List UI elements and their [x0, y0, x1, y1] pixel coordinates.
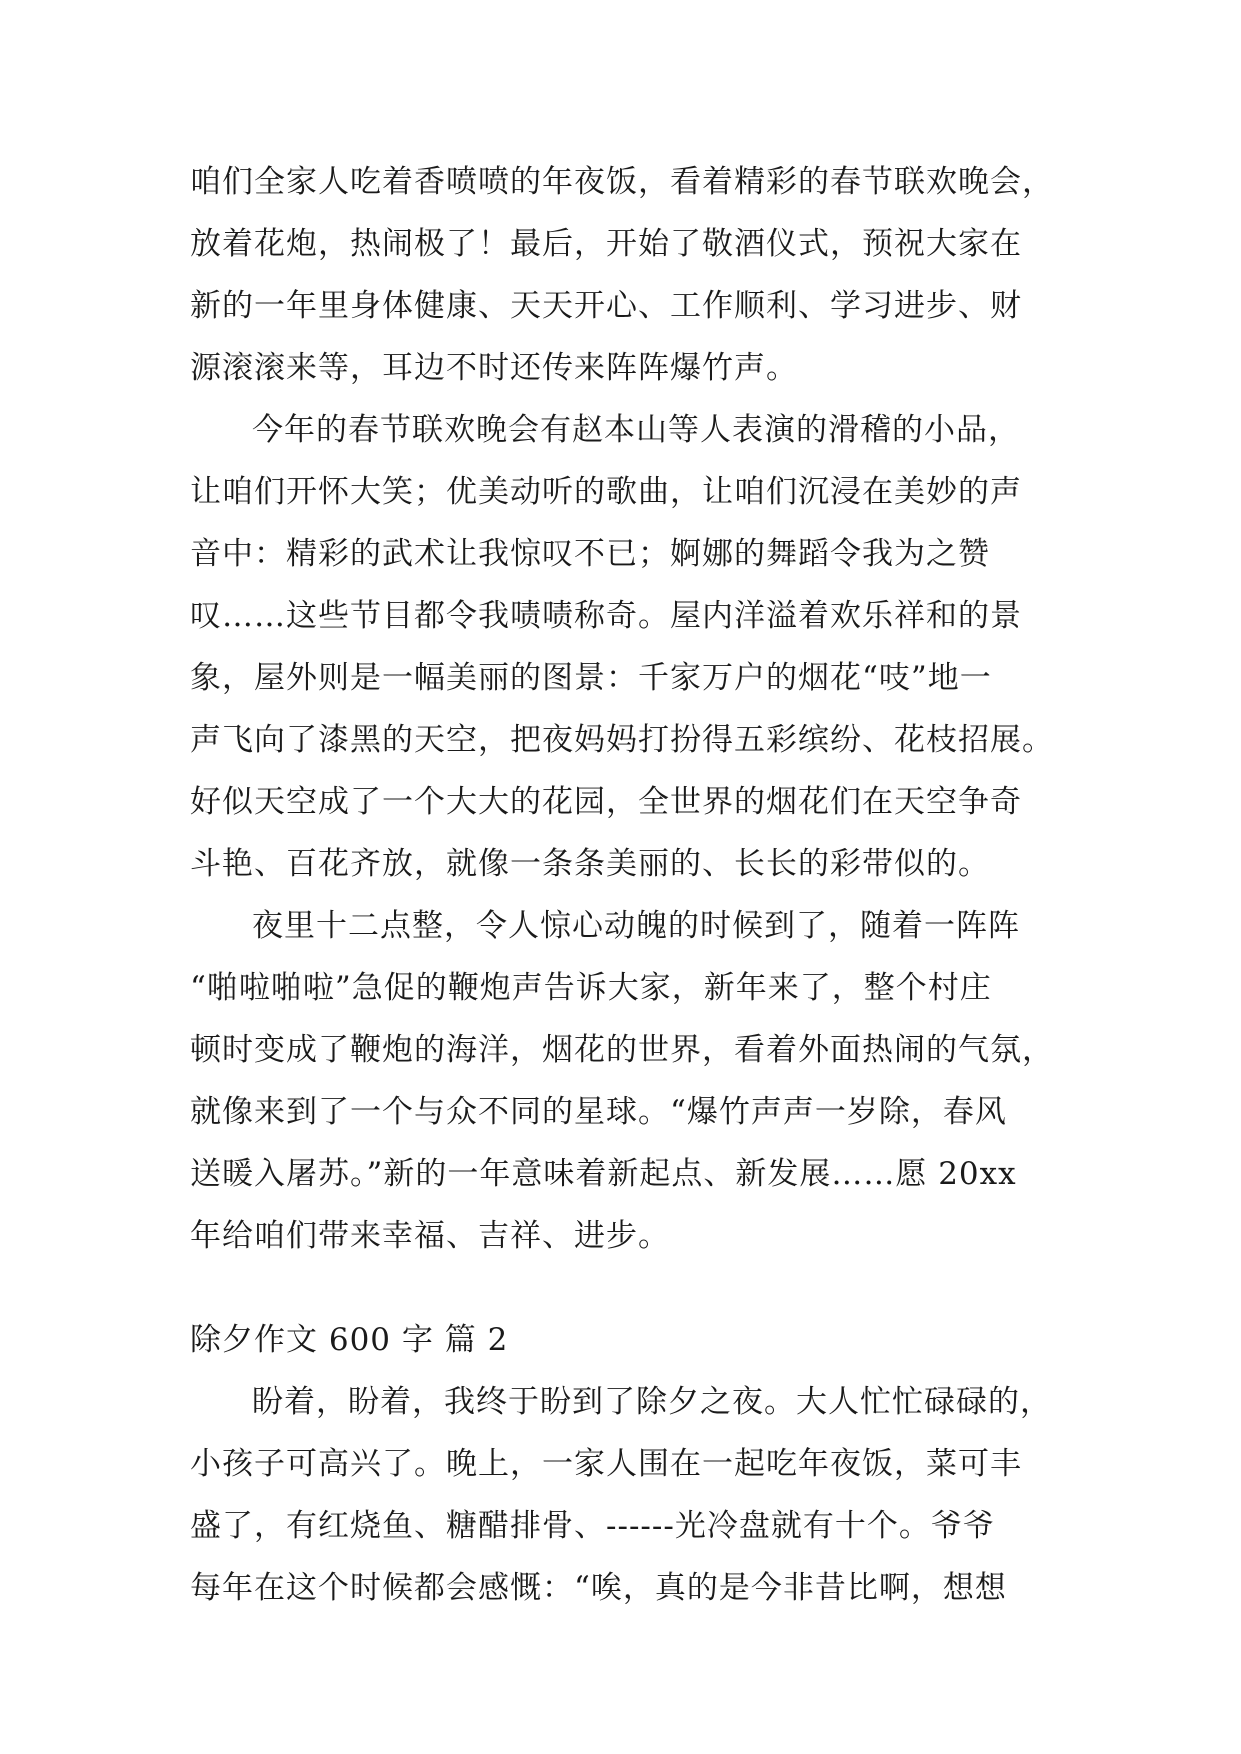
paragraph-line: 象，屋外则是一幅美丽的图景：千家万户的烟花“吱”地一: [190, 660, 992, 696]
paragraph-line: 盛了，有红烧鱼、糖醋排骨、------光冷盘就有十个。爷爷: [190, 1508, 995, 1544]
paragraph-line: 音中：精彩的武术让我惊叹不已；婀娜的舞蹈令我为之赞: [190, 536, 990, 572]
paragraph-line: 送暖入屠苏。”新的一年意味着新起点、新发展……愿 20xx: [190, 1156, 1017, 1192]
paragraph-line: 叹……这些节目都令我啧啧称奇。屋内洋溢着欢乐祥和的景: [190, 598, 1022, 634]
paragraph-line: 就像来到了一个与众不同的星球。“爆竹声声一岁除，春风: [190, 1094, 1007, 1130]
paragraph-line: 声飞向了漆黑的天空，把夜妈妈打扮得五彩缤纷、花枝招展。: [190, 722, 1054, 758]
paragraph-line: 夜里十二点整，令人惊心动魄的时候到了，随着一阵阵: [252, 908, 1020, 944]
paragraph-line: 今年的春节联欢晚会有赵本山等人表演的滑稽的小品，: [252, 412, 1020, 448]
paragraph-line: 小孩子可高兴了。晚上，一家人围在一起吃年夜饭，菜可丰: [190, 1446, 1022, 1482]
paragraph-line: 盼着，盼着，我终于盼到了除夕之夜。大人忙忙碌碌的，: [252, 1384, 1052, 1420]
paragraph-line: 咱们全家人吃着香喷喷的年夜饭，看着精彩的春节联欢晚会，: [190, 164, 1054, 200]
section-heading: 除夕作文 600 字 篇 2: [190, 1322, 509, 1358]
paragraph-line: 好似天空成了一个大大的花园，全世界的烟花们在天空争奇: [190, 784, 1022, 820]
paragraph-line: 每年在这个时候都会感慨：“唉，真的是今非昔比啊，想想: [190, 1570, 1007, 1606]
paragraph-line: “啪啦啪啦”急促的鞭炮声告诉大家，新年来了，整个村庄: [190, 970, 992, 1006]
paragraph-line: 顿时变成了鞭炮的海洋，烟花的世界，看着外面热闹的气氛，: [190, 1032, 1054, 1068]
paragraph-line: 新的一年里身体健康、天天开心、工作顺利、学习进步、财: [190, 288, 1022, 324]
paragraph-line: 年给咱们带来幸福、吉祥、进步。: [190, 1218, 670, 1254]
paragraph-line: 让咱们开怀大笑；优美动听的歌曲，让咱们沉浸在美妙的声: [190, 474, 1022, 510]
paragraph-line: 放着花炮，热闹极了！最后，开始了敬酒仪式，预祝大家在: [190, 226, 1022, 262]
paragraph-line: 斗艳、百花齐放，就像一条条美丽的、长长的彩带似的。: [190, 846, 990, 882]
paragraph-line: 源滚滚来等，耳边不时还传来阵阵爆竹声。: [190, 350, 798, 386]
